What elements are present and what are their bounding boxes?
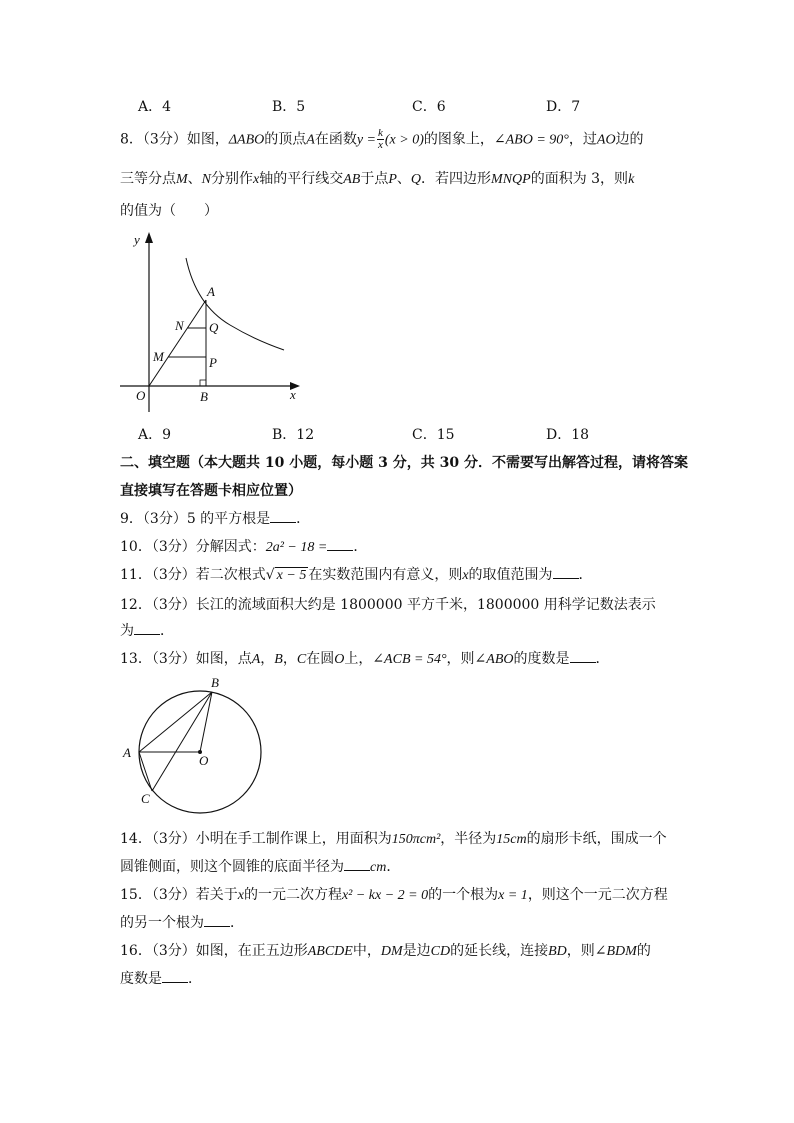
q13-segment-ab xyxy=(139,692,212,752)
q8-segment-ao xyxy=(149,300,206,386)
q13: 13．（3分）如图，点A，B，C在圆O上，∠ACB = 54°，则∠ABO的度数是 ． xyxy=(120,651,610,667)
q16-line-1: 16．（3分）如图，在正五边形ABCDE中，DM是边CD的延长线，连接BD，则∠BDM的 xyxy=(120,943,651,959)
q13-label-c: C xyxy=(141,791,150,806)
q11: 11．（3分）若二次根式√ x − 5 在实数范围内有意义，则x的取值范围为 ． xyxy=(120,567,593,583)
q8-option-d: D．18 xyxy=(546,427,590,443)
q8-label-n: N xyxy=(175,318,184,333)
q11-radicand: x − 5 xyxy=(276,568,307,583)
q12-line-1: 12．（3分）长江的流域面积大约是 1800000 平方千米，1800000 用科学记数法表示 xyxy=(120,597,656,613)
q13-segment-bc xyxy=(152,692,212,791)
q16-line-2: 度数是 ． xyxy=(120,971,202,987)
q12-answer-blank xyxy=(134,622,160,635)
q8-label-a: A xyxy=(207,284,215,299)
q13-segment-ac xyxy=(139,752,152,791)
q8-label-m: M xyxy=(153,349,164,364)
q8-label-b: B xyxy=(200,389,208,404)
q15-answer-blank xyxy=(204,914,230,927)
q11-answer-blank xyxy=(553,566,579,579)
q14-line-2: 圆锥侧面，则这个圆锥的底面半径为 cm． xyxy=(120,859,401,875)
q8-y-arrow-icon xyxy=(145,232,153,243)
q8-option-a: A．9 xyxy=(138,427,172,443)
q9: 9．（3分）5 的平方根是 ． xyxy=(120,511,311,527)
q8-line-1: 8．（3分）如图，ΔABO的顶点A在函数y = $\frac{k}{x}$ (x > 0)的图象上，∠ABO = 90°，过AO边的 xyxy=(120,127,644,151)
q8-label-o: O xyxy=(136,388,146,403)
q8-label-y: y xyxy=(134,232,140,247)
q8-label-x: x xyxy=(290,387,296,402)
q7-option-d: D．7 xyxy=(546,99,581,115)
q13-label-o: O xyxy=(199,753,209,768)
q8-option-b: B．12 xyxy=(272,427,315,443)
q7-option-c: C．6 xyxy=(412,99,446,115)
q13-label-b: B xyxy=(211,675,219,690)
q14-answer-blank xyxy=(344,858,370,871)
q8-fraction: $\frac{k}{x}$ xyxy=(378,127,383,151)
q12-line-2: 为 ． xyxy=(120,623,174,639)
section-2-heading-line-2: 直接填写在答题卡相应位置） xyxy=(120,483,302,499)
q8-right-angle-mark xyxy=(200,380,206,386)
section-2-heading-line-1: 二、填空题（本大题共 10 小题，每小题 3 分，共 30 分．不需要写出解答过程，请将答案 xyxy=(120,455,688,471)
q8-line-2: 三等分点M、N分别作x轴的平行线交AB于点P、Q．若四边形MNQP的面积为 3，则k xyxy=(120,171,635,187)
q16-answer-blank xyxy=(162,970,188,983)
q7-option-a: A．4 xyxy=(138,99,172,115)
q13-label-a: A xyxy=(123,745,131,760)
q15-line-2: 的另一个根为 ． xyxy=(120,915,244,931)
q15-line-1: 15．（3分）若关于x的一元二次方程x² − kx − 2 = 0的一个根为x = 1，则这个一元二次方程 xyxy=(120,887,668,903)
q8-label-q: Q xyxy=(209,320,219,335)
q8-line-3: 的值为（ ） xyxy=(120,203,218,219)
q7-option-b: B．5 xyxy=(272,99,306,115)
q8-hyperbola xyxy=(186,258,284,350)
q9-answer-blank xyxy=(270,510,296,523)
q14-line-1: 14．（3分）小明在手工制作课上，用面积为150πcm²，半径为15cm的扇形卡纸，围成一个 xyxy=(120,831,667,847)
q8-label-p: P xyxy=(209,355,217,370)
q13-answer-blank xyxy=(570,650,596,663)
q8-option-c: C．15 xyxy=(412,427,455,443)
q10: 10．（3分）分解因式：2a² − 18 = ． xyxy=(120,539,368,555)
q10-answer-blank xyxy=(327,538,353,551)
